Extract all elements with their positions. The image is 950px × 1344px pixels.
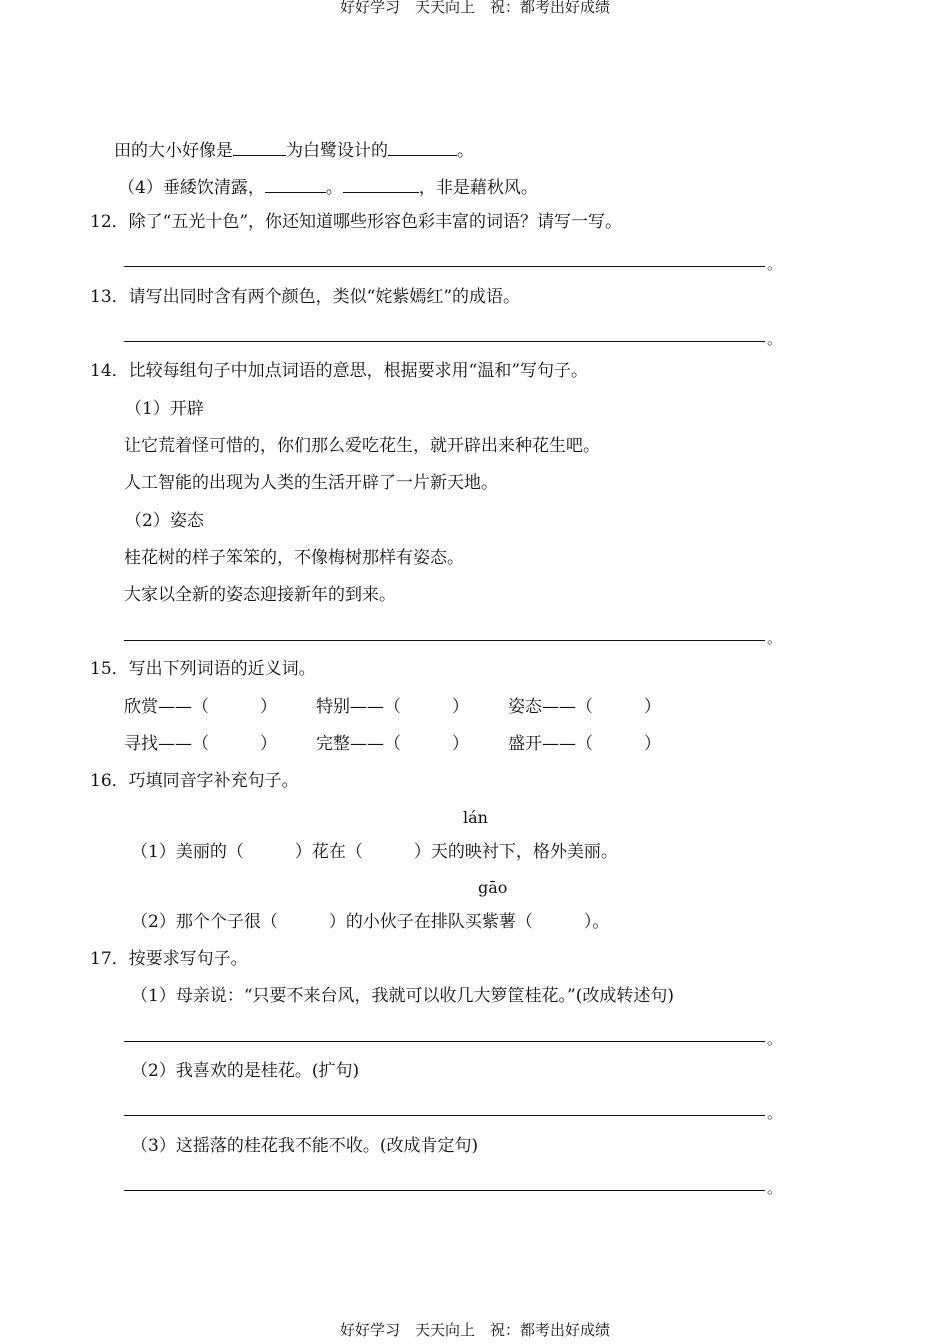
- q15-item-zitai[interactable]: 姿态——（ ）: [508, 697, 661, 717]
- top-line1-text-a: 田的大小好像是: [114, 141, 233, 161]
- top-line2-text-a: （4）垂緌饮清露，: [118, 178, 265, 198]
- q14-part1-label: （1）开辟: [125, 399, 204, 419]
- page-header: 好好学习 天天向上 祝：都考出好成绩: [339, 0, 610, 16]
- q12-end: 。: [767, 255, 783, 273]
- q15-item-tebie[interactable]: 特别——（ ）: [316, 697, 469, 717]
- q14-prompt: 14．比较每组句子中加点词语的意思，根据要求用“温和”写句子。: [90, 361, 589, 381]
- q16-sentence-2[interactable]: （2）那个个子很（ ）的小伙子在排队买紫薯（ ）。: [131, 912, 610, 932]
- q16-sentence-1[interactable]: （1）美丽的（ ）花在（ ）天的映衬下，格外美丽。: [131, 842, 618, 862]
- q17-task-2: （2）我喜欢的是桂花。(扩句): [131, 1061, 360, 1081]
- q16-prompt: 16．巧填同音字补充句子。: [90, 771, 299, 791]
- blank-3[interactable]: [265, 177, 326, 193]
- q17-prompt: 17．按要求写句子。: [90, 949, 248, 969]
- q14-answer-line[interactable]: [124, 640, 765, 641]
- q16-pinyin-lan: lán: [463, 808, 488, 827]
- top-line1-text-b: 为白鹭设计的: [286, 141, 388, 161]
- q17-answer-line-1[interactable]: [124, 1041, 765, 1042]
- q17-end-2: 。: [767, 1104, 783, 1122]
- q14-sentence-4: 大家以全新的姿态迎接新年的到来。: [124, 585, 396, 605]
- q15-prompt: 15．写出下列词语的近义词。: [90, 659, 316, 679]
- top-line2-text-c: ，非是藉秋风。: [418, 178, 538, 198]
- q14-sentence-3: 桂花树的样子笨笨的，不像梅树那样有姿态。: [124, 548, 464, 568]
- q17-task-1: （1）母亲说：“只要不来台风，我就可以收几大箩筐桂花。”(改成转述句): [131, 986, 674, 1006]
- q15-item-wanzheng[interactable]: 完整——（ ）: [316, 734, 469, 754]
- top-line2-text-b: 。: [325, 178, 343, 198]
- page-footer: 好好学习 天天向上 祝：都考出好成绩: [339, 1321, 610, 1339]
- q14-sentence-1: 让它荒着怪可惜的，你们那么爱吃花生，就开辟出来种花生吧。: [124, 436, 600, 456]
- q13-answer-line[interactable]: [124, 341, 765, 342]
- blank-4[interactable]: [343, 177, 419, 193]
- q16-pinyin-gao: gāo: [478, 878, 508, 897]
- q15-item-shengkai[interactable]: 盛开——（ ）: [508, 734, 661, 754]
- top-line-2: [118, 177, 538, 197]
- q13-end: 。: [767, 330, 783, 348]
- q14-sentence-2: 人工智能的出现为人类的生活开辟了一片新天地。: [124, 473, 498, 493]
- q14-part2-label: （2）姿态: [125, 511, 204, 531]
- q13-prompt: 13．请写出同时含有两个颜色，类似“姹紫嫣红”的成语。: [90, 287, 521, 307]
- top-line1-end: 。: [457, 141, 474, 161]
- q17-task-3: （3）这摇落的桂花我不能不收。(改成肯定句): [131, 1136, 479, 1156]
- q17-end-3: 。: [767, 1179, 783, 1197]
- q12-answer-line[interactable]: [124, 266, 765, 267]
- q17-end-1: 。: [767, 1030, 783, 1048]
- blank-2[interactable]: [388, 140, 457, 156]
- q14-end: 。: [767, 629, 783, 647]
- q17-answer-line-3[interactable]: [124, 1190, 765, 1191]
- top-line-1: [114, 140, 474, 160]
- q15-item-xinshang[interactable]: 欣赏——（ ）: [124, 697, 277, 717]
- blank-1[interactable]: [233, 140, 286, 156]
- q12-prompt: 12．除了“五光十色”，你还知道哪些形容色彩丰富的词语？请写一写。: [90, 212, 623, 232]
- q17-answer-line-2[interactable]: [124, 1115, 765, 1116]
- q15-item-xunzhao[interactable]: 寻找——（ ）: [124, 734, 277, 754]
